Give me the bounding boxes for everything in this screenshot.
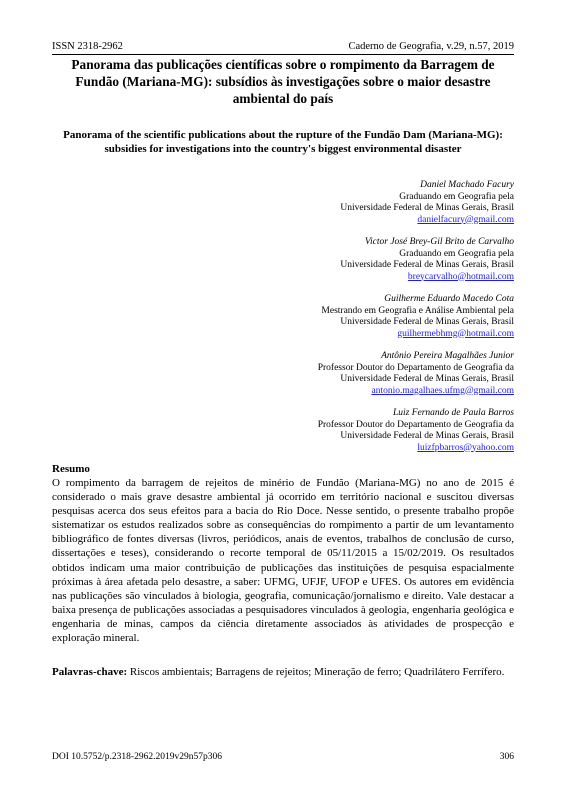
issn: ISSN 2318-2962 [52, 41, 123, 52]
keywords-paragraph [52, 665, 514, 679]
author-block [284, 351, 514, 397]
page-number: 306 [499, 752, 514, 762]
author-list [284, 180, 514, 465]
author-institution: Universidade Federal de Minas Gerais, Brasil [340, 203, 514, 213]
author-institution: Universidade Federal de Minas Gerais, Brasil [340, 374, 514, 384]
author-role: Graduando em Geografia pela [399, 248, 514, 259]
author-name: Antônio Pereira Magalhães Junior [381, 351, 514, 361]
author-block [284, 180, 514, 226]
author-email-link[interactable]: guilhermebhmg@hotmail.com [397, 328, 514, 339]
author-block [284, 294, 514, 340]
title-english: Panorama of the scientific publications about the rupture of the Fundão Dam (Mariana-MG): subsidies for investigations into the country's biggest environmental disaster [63, 129, 503, 155]
author-role: Graduando em Geografia pela [399, 191, 514, 202]
doi: DOI 10.5752/p.2318-2962.2019v29n57p306 [52, 752, 222, 762]
page-footer [52, 752, 514, 762]
abstract-text: O rompimento da barragem de rejeitos de minério de Fundão (Mariana-MG) no ano de 2015 é considerado o mais grave desastre ambiental já ocorrido em território nacional e suscitou diversas pesquisas acerca dos seus efeitos para a bacia do Rio Doce. Nesse sentido, o presente trabalho propõe sistematizar os estudos realizados sobre as consequências do rompimento a partir de um levantamento bibliográfico de fontes diversas (livros, periódicos, anais de eventos, trabalhos de conclusão de curso, dissertações e teses), considerando o recorte temporal de 05/11/2015 a 15/02/2019. Os resultados obtidos indicam uma maior contribuição de publicações das instituições de pesquisa espacialmente próximas à área afetada pelo desastre, a saber: UFMG, UFJF, UFOP e UFES. Os autores em evidência nas publicações são vinculados à biologia, geografia, comunicação/jornalismo e direito. Vale destacar a baixa presença de publicações associadas a pesquisadores vinculados à geologia, engenharia geológica e engenharia de minas, campos da ciência diretamente associados às atividades de prospecção e exploração mineral. [52, 477, 514, 645]
author-institution: Universidade Federal de Minas Gerais, Brasil [340, 431, 514, 441]
abstract-heading: Resumo [52, 463, 90, 475]
author-role: Mestrando em Geografia e Análise Ambiental pela [321, 305, 514, 316]
title-portuguese: Panorama das publicações científicas sobre o rompimento da Barragem de Fundão (Mariana-MG): subsídios às investigações sobre o maior desastre ambiental do país [71, 57, 495, 106]
running-header [52, 34, 514, 55]
author-email-link[interactable]: breycarvalho@hotmail.com [407, 271, 514, 282]
author-block [284, 408, 514, 454]
author-name: Luiz Fernando de Paula Barros [392, 408, 514, 418]
author-name: Victor José Brey-Gil Brito de Carvalho [364, 237, 514, 247]
author-institution: Universidade Federal de Minas Gerais, Brasil [340, 317, 514, 327]
journal-citation: Caderno de Geografia, v.29, n.57, 2019 [348, 41, 514, 52]
author-role: Professor Doutor do Departamento de Geografia da [317, 419, 514, 430]
author-email-link[interactable]: luizfpbarros@yahoo.com [417, 442, 514, 453]
author-email-link[interactable]: antonio.magalhaes.ufmg@gmail.com [371, 385, 514, 396]
author-institution: Universidade Federal de Minas Gerais, Brasil [340, 260, 514, 270]
author-block [284, 237, 514, 283]
author-name: Guilherme Eduardo Macedo Cota [384, 294, 514, 304]
author-name: Daniel Machado Facury [420, 180, 514, 190]
keywords-label: Palavras-chave: [52, 666, 128, 678]
author-email-link[interactable]: danielfacury@gmail.com [417, 214, 514, 225]
keywords-text: Riscos ambientais; Barragens de rejeitos; Mineração de ferro; Quadrilátero Ferrífero. [129, 666, 505, 678]
author-role: Professor Doutor do Departamento de Geografia da [317, 362, 514, 373]
